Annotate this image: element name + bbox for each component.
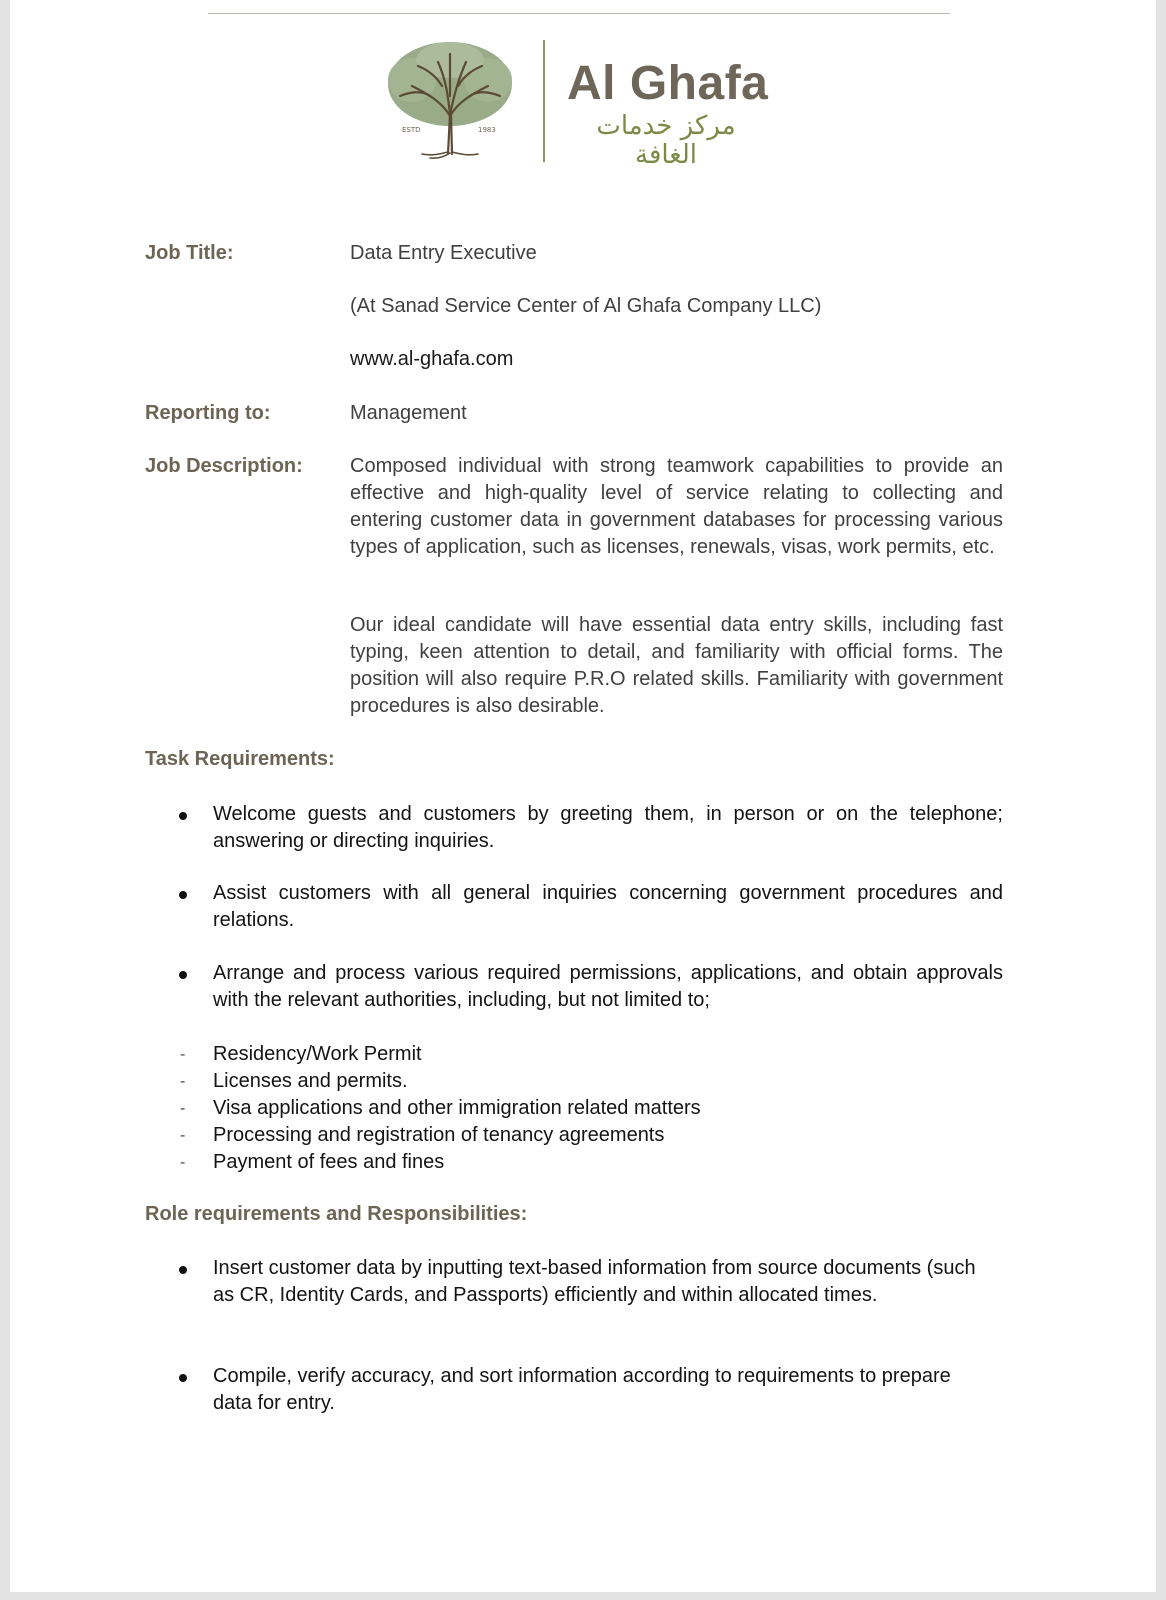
task-bullet-text: Welcome guests and customers by greeting them, in person or on the telephone; answering or directing inquiries. [213,803,1003,852]
dash-icon: - [180,1100,186,1117]
job-description-paragraph-2: Our ideal candidate will have essential data entry skills, including fast typing, keen attention to detail, and familiarity with official forms. The position will also require P.R.O related skills. Familiarity with government procedures is also desirable. [350,614,1003,717]
job-title-value: Data Entry Executive [350,242,537,264]
company-website: www.al-ghafa.com [350,348,514,370]
role-requirements-heading: Role requirements and Responsibilities: [145,1203,528,1225]
dash-icon: - [180,1154,186,1171]
dash-item-text: Licenses and permits. [213,1070,408,1092]
logo-year-label: 1983 [478,126,496,134]
bullet-icon [179,1266,187,1274]
dash-icon: - [180,1046,186,1063]
list-item [10,1149,1156,1176]
company-logo [382,36,782,170]
role-bullet-text: Compile, verify accuracy, and sort information according to requirements to prepare data for entry. [213,1365,951,1414]
list-item [10,1122,1156,1149]
tree-icon [382,36,518,160]
task-requirements-heading: Task Requirements: [145,748,335,770]
role-bullet-text: Insert customer data by inputting text-based information from source documents (such as CR, Identity Cards, and Passports) efficiently and within allocated times. [213,1257,976,1306]
dash-item-text: Payment of fees and fines [213,1151,445,1173]
list-item [10,1095,1156,1122]
bullet-icon [179,1374,187,1382]
brand-name-english: Al Ghafa [567,57,769,110]
dash-item-text: Residency/Work Permit [213,1043,422,1065]
dash-item-text: Processing and registration of tenancy agreements [213,1124,665,1146]
reporting-to-value: Management [350,402,467,424]
bullet-icon [179,891,187,899]
job-description-label: Job Description: [145,455,303,477]
logo-divider [543,40,545,162]
task-bullet-text: Arrange and process various required permissions, applications, and obtain approvals with the relevant authorities, including, but not limited to; [213,962,1003,1011]
job-description-paragraph-1: Composed individual with strong teamwork capabilities to provide an effective and high-quality level of service relating to collecting and entering customer data in government databases for processing various types of application, such as licenses, renewals, visas, work permits, etc. [350,455,1003,558]
logo-estd-label: ESTD [402,126,421,134]
task-bullet-text: Assist customers with all general inquiries concerning government procedures and relations. [213,882,1003,931]
bullet-icon [179,971,187,979]
dash-item-text: Visa applications and other immigration related matters [213,1097,701,1119]
dash-icon: - [180,1127,186,1144]
reporting-to-label: Reporting to: [145,402,271,424]
document-page [10,0,1156,1592]
list-item [10,1041,1156,1068]
job-title-subtitle: (At Sanad Service Center of Al Ghafa Company LLC) [350,295,822,317]
header-rule [208,13,950,14]
job-title-label: Job Title: [145,242,234,264]
dash-icon: - [180,1073,186,1090]
brand-name-arabic: مركز خدمات الغافة [596,111,736,170]
bullet-icon [179,812,187,820]
list-item [10,1068,1156,1095]
